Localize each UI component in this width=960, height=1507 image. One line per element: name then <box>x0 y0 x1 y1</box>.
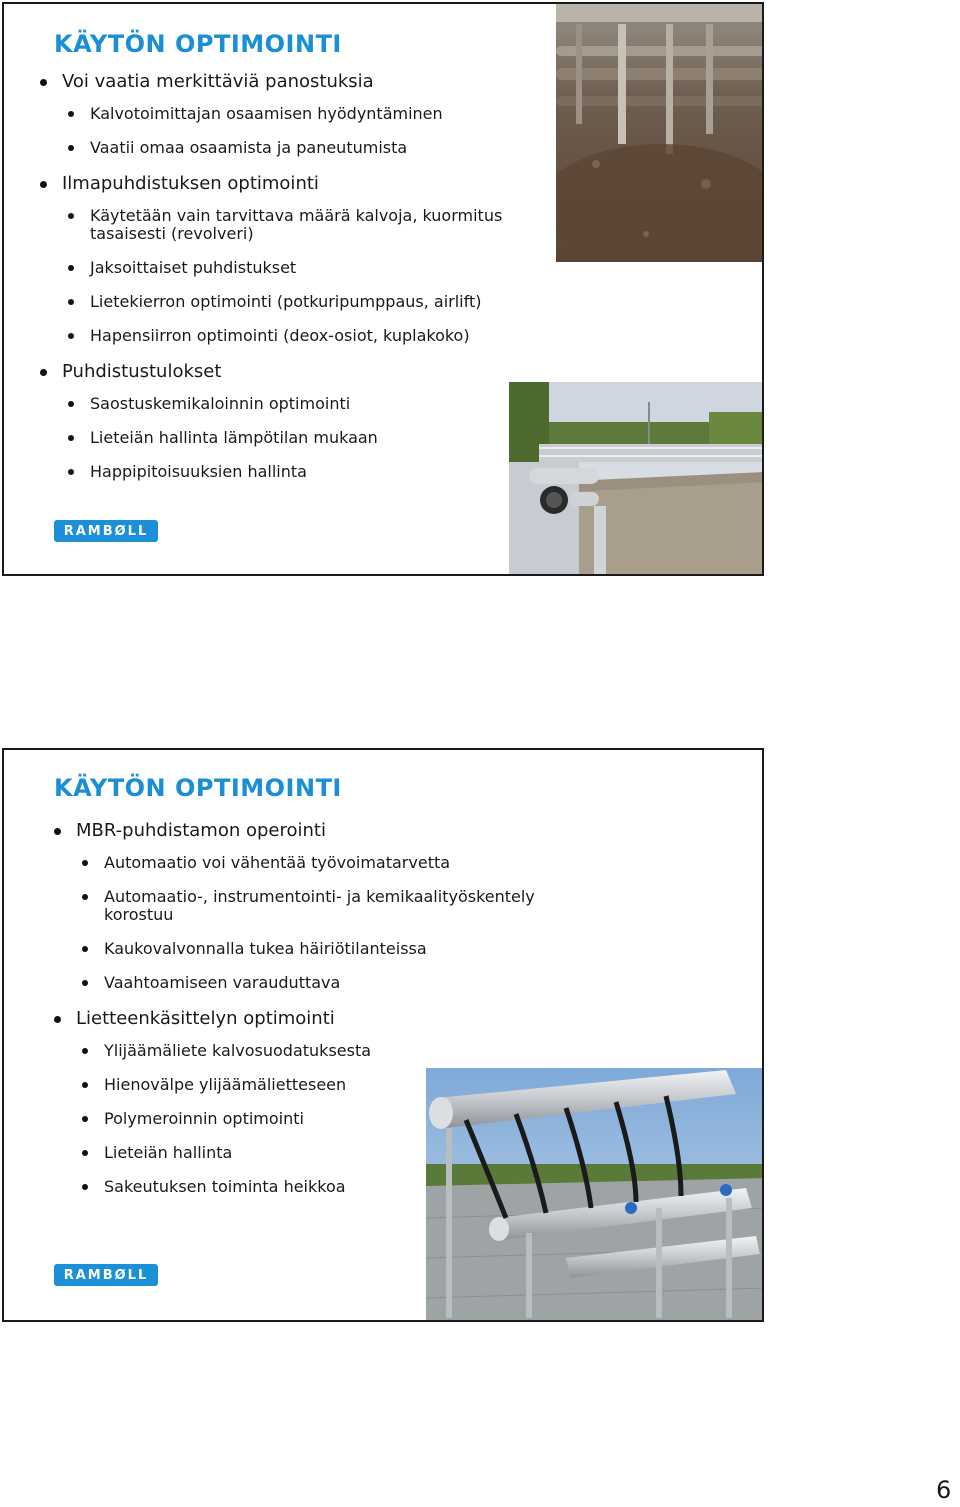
sub-list-item: Hienovälpe ylijäämälietteseen <box>80 1076 612 1094</box>
sub-list-item: Vaatii omaa osaamista ja paneutumista <box>66 139 558 157</box>
sub-list-item: Polymeroinnin optimointi <box>80 1110 612 1128</box>
bullet-text: Lietteenkäsittelyn optimointi <box>76 1008 335 1029</box>
sub-list-item: Hapensiirron optimointi (deox-osiot, kuplakoko) <box>66 327 558 345</box>
list-item <box>52 820 612 992</box>
sub-bullet-list <box>66 395 558 481</box>
ramboll-logo: RAMBØLL <box>54 1264 158 1286</box>
list-item <box>38 71 558 157</box>
ramboll-logo: RAMBØLL <box>54 520 158 542</box>
sub-list-item: Automaatio voi vähentää työvoimatarvetta <box>80 854 612 872</box>
pipe-manifold-photo <box>426 1068 764 1322</box>
sub-list-item: Kalvotoimittajan osaamisen hyödyntäminen <box>66 105 558 123</box>
bullet-text: Ilmapuhdistuksen optimointi <box>62 173 319 194</box>
slide-title: KÄYTÖN OPTIMOINTI <box>54 30 342 58</box>
sub-list-item: Happipitoisuuksien hallinta <box>66 463 558 481</box>
slide-title: KÄYTÖN OPTIMOINTI <box>54 774 342 802</box>
bullet-text: Puhdistustulokset <box>62 361 222 382</box>
list-item <box>38 361 558 481</box>
sub-list-item: Ylijäämäliete kalvosuodatuksesta <box>80 1042 612 1060</box>
page-number: 6 <box>936 1476 952 1504</box>
aeration-basin-photo <box>509 382 764 576</box>
sub-list-item: Automaatio-, instrumentointi- ja kemikaalityöskentely korostuu <box>80 888 612 924</box>
sub-bullet-list <box>66 207 558 345</box>
sub-list-item: Lietekierron optimointi (potkuripumppaus, airlift) <box>66 293 558 311</box>
sub-bullet-list <box>80 854 612 992</box>
sub-list-item: Sakeutuksen toiminta heikkoa <box>80 1178 612 1196</box>
sub-list-item: Lieteiän hallinta <box>80 1144 612 1162</box>
bullet-text: MBR-puhdistamon operointi <box>76 820 326 841</box>
bullet-text: Voi vaatia merkittäviä panostuksia <box>62 71 374 92</box>
list-item <box>38 173 558 345</box>
bullet-list <box>38 71 558 497</box>
sub-list-item: Käytetään vain tarvittava määrä kalvoja, kuormitus tasaisesti (revolveri) <box>66 207 558 243</box>
sub-list-item: Jaksoittaiset puhdistukset <box>66 259 558 277</box>
sub-list-item: Vaahtoamiseen varauduttava <box>80 974 612 992</box>
slide-2 <box>2 748 764 1322</box>
slide-1 <box>2 2 764 576</box>
sub-list-item: Saostuskemikaloinnin optimointi <box>66 395 558 413</box>
sub-list-item: Kaukovalvonnalla tukea häiriötilanteissa <box>80 940 612 958</box>
membrane-tank-photo <box>556 4 764 262</box>
sub-bullet-list <box>66 105 558 157</box>
sub-list-item: Lieteiän hallinta lämpötilan mukaan <box>66 429 558 447</box>
